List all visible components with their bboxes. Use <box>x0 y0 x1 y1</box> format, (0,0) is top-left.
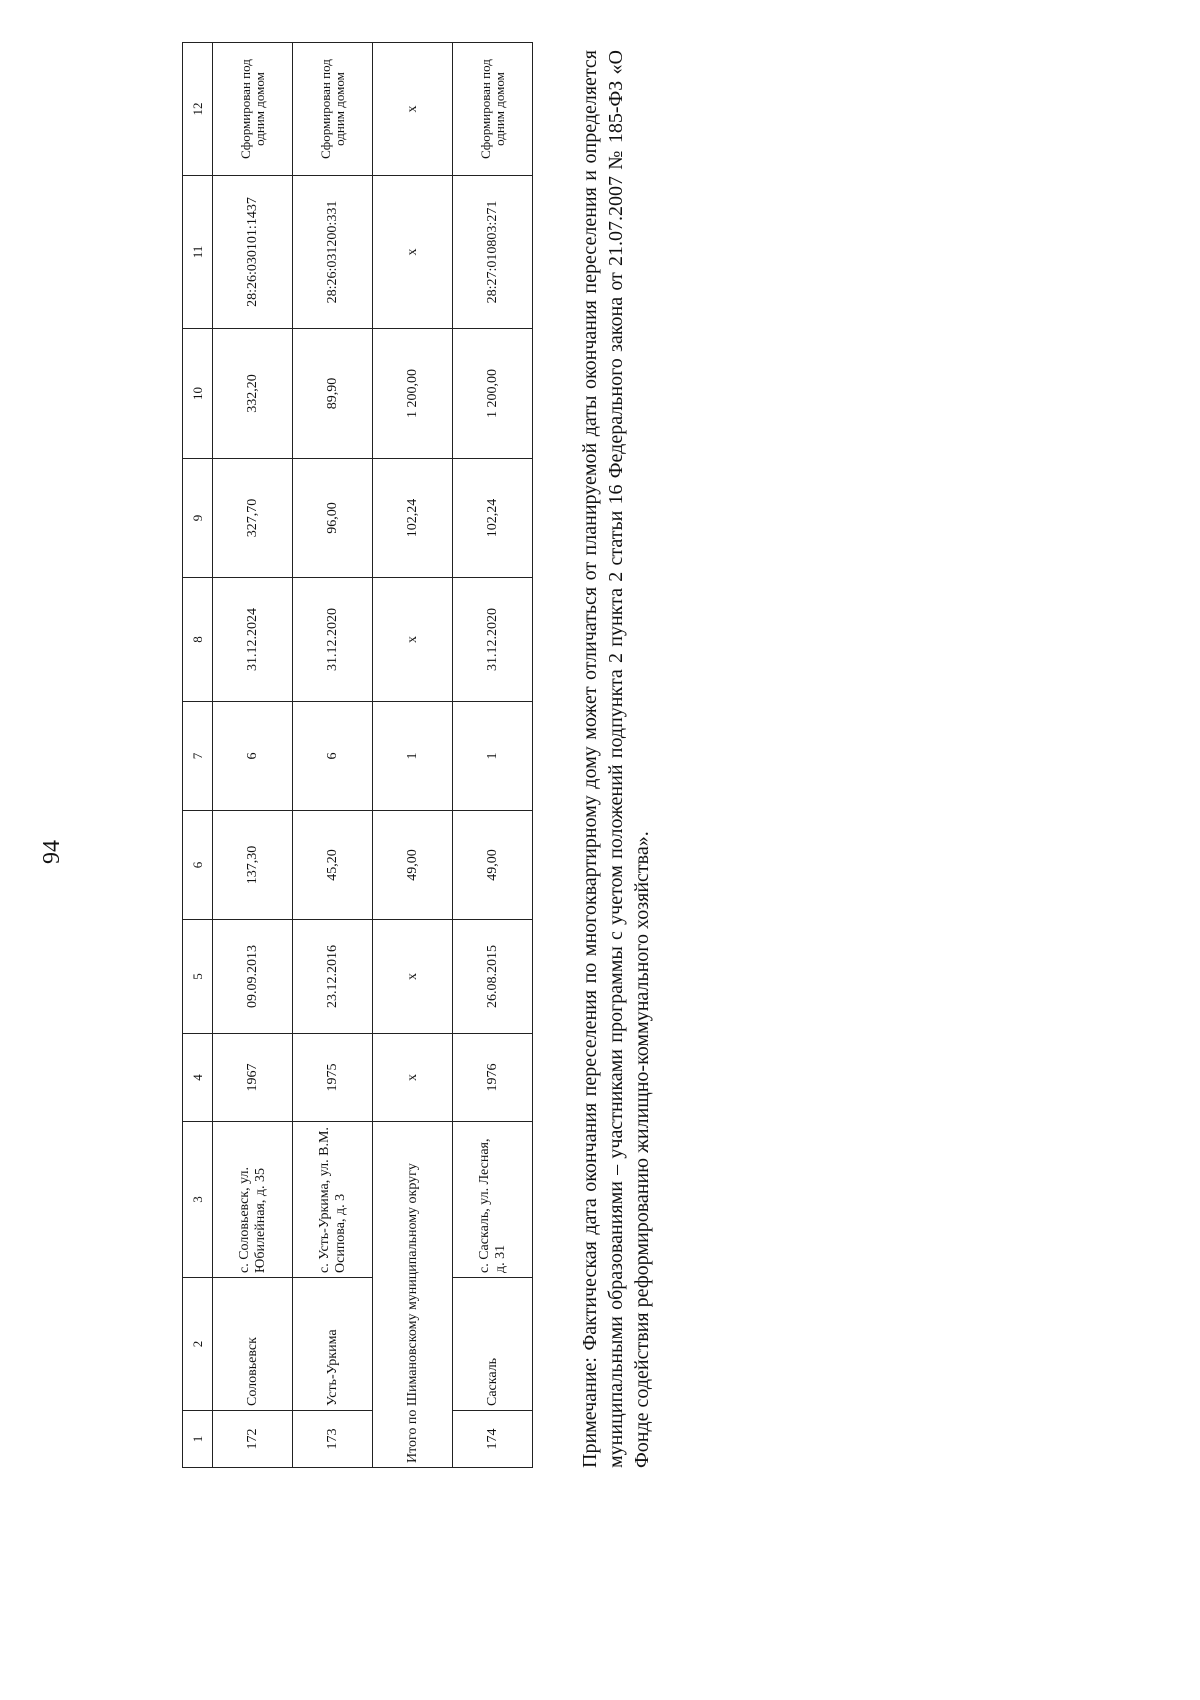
table-header-row <box>183 43 213 1468</box>
residents-count: 6 <box>293 702 373 811</box>
column-header: 2 <box>183 1278 213 1411</box>
column-header: 3 <box>183 1122 213 1278</box>
column-header: 10 <box>183 329 213 459</box>
land-plot-status: Сформирован под одним домом <box>453 43 533 176</box>
year-built: 1967 <box>213 1034 293 1122</box>
settlement-name: Соловьевск <box>213 1278 293 1411</box>
column-header: 4 <box>183 1034 213 1122</box>
column-header: 5 <box>183 920 213 1034</box>
house-address: с. Усть-Уркима, ул. В.М. Осипова, д. 3 <box>293 1122 373 1278</box>
area-value: 102,24 <box>453 459 533 578</box>
recognition-date: x <box>373 920 453 1034</box>
column-header: 11 <box>183 176 213 329</box>
planned-end-date: 31.12.2020 <box>453 578 533 702</box>
table-row <box>213 43 293 1468</box>
area-value: 102,24 <box>373 459 453 578</box>
column-header: 6 <box>183 811 213 920</box>
area-value: 1 200,00 <box>373 329 453 459</box>
residents-count: 1 <box>373 702 453 811</box>
row-number: 173 <box>293 1411 373 1468</box>
house-address: с. Саскаль, ул. Лесная, д. 31 <box>453 1122 533 1278</box>
residents-count: 1 <box>453 702 533 811</box>
rotated-page-content <box>182 43 702 1468</box>
settlement-name: Саскаль <box>453 1278 533 1411</box>
area-value: 49,00 <box>373 811 453 920</box>
cadastral-number: x <box>373 176 453 329</box>
year-built: x <box>373 1034 453 1122</box>
land-plot-status: Сформирован под одним домом <box>293 43 373 176</box>
year-built: 1975 <box>293 1034 373 1122</box>
column-header: 1 <box>183 1411 213 1468</box>
resettlement-table <box>182 42 533 1468</box>
cadastral-number: 28:26:031200:331 <box>293 176 373 329</box>
land-plot-status: Сформирован под одним домом <box>213 43 293 176</box>
row-number: 174 <box>453 1411 533 1468</box>
area-value: 49,00 <box>453 811 533 920</box>
area-value: 327,70 <box>213 459 293 578</box>
year-built: 1976 <box>453 1034 533 1122</box>
recognition-date: 09.09.2013 <box>213 920 293 1034</box>
planned-end-date: x <box>373 578 453 702</box>
column-header: 8 <box>183 578 213 702</box>
area-value: 332,20 <box>213 329 293 459</box>
subtotal-label: Итого по Шимановскому муниципальному округу <box>373 1122 453 1468</box>
footnote: Примечание: Фактическая дата окончания переселения по многоквартирному дому может отличаться от планируемой даты окончания переселения и определяется муниципальными образованиями – участниками программы с учетом положений подпункта 2 пункта 2 статьи 16 Федерального закона от 21.07.2007 № 185-ФЗ «О Фонде содействия реформированию жилищно-коммунального хозяйства». <box>579 50 653 1468</box>
column-header: 12 <box>183 43 213 176</box>
table-row <box>293 43 373 1468</box>
area-value: 96,00 <box>293 459 373 578</box>
house-address: с. Соловьевск, ул. Юбилейная, д. 35 <box>213 1122 293 1278</box>
land-plot-status: x <box>373 43 453 176</box>
planned-end-date: 31.12.2020 <box>293 578 373 702</box>
cadastral-number: 28:26:030101:1437 <box>213 176 293 329</box>
planned-end-date: 31.12.2024 <box>213 578 293 702</box>
area-value: 137,30 <box>213 811 293 920</box>
area-value: 1 200,00 <box>453 329 533 459</box>
column-header: 7 <box>183 702 213 811</box>
subtotal-row <box>373 43 453 1468</box>
recognition-date: 26.08.2015 <box>453 920 533 1034</box>
area-value: 89,90 <box>293 329 373 459</box>
settlement-name: Усть-Уркима <box>293 1278 373 1411</box>
residents-count: 6 <box>213 702 293 811</box>
area-value: 45,20 <box>293 811 373 920</box>
page-number: 94 <box>39 840 65 864</box>
cadastral-number: 28:27:010803:271 <box>453 176 533 329</box>
row-number: 172 <box>213 1411 293 1468</box>
table-row <box>453 43 533 1468</box>
column-header: 9 <box>183 459 213 578</box>
recognition-date: 23.12.2016 <box>293 920 373 1034</box>
